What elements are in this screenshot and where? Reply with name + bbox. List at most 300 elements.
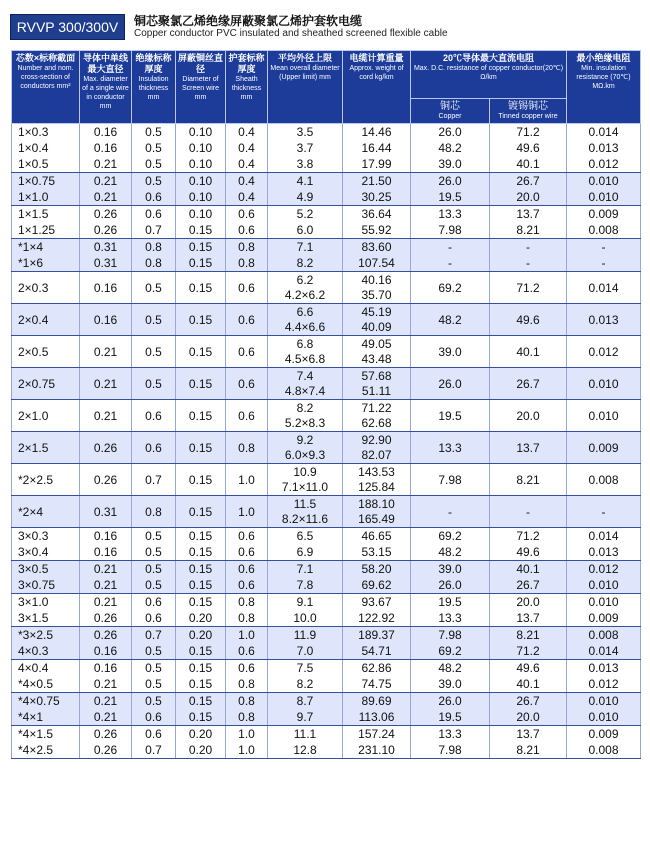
cell-wire-diameter: 0.26 xyxy=(80,627,132,644)
cell-overall-diameter: 8.7 xyxy=(268,693,343,710)
table-row xyxy=(12,464,641,496)
cell-copper-resistance: - xyxy=(411,239,490,256)
cell-insulation: 0.7 xyxy=(132,464,176,496)
cell-screen-wire: 0.15 xyxy=(176,255,226,272)
cell-cores: 4×0.4 xyxy=(12,660,80,677)
cell-weight: 21.50 xyxy=(343,173,411,190)
page-header xyxy=(0,0,650,52)
cell-tinned-resistance: 26.7 xyxy=(490,368,567,400)
cell-insulation: 0.6 xyxy=(132,206,176,223)
cell-cores: *4×1 xyxy=(12,709,80,726)
cell-copper-resistance: 7.98 xyxy=(411,222,490,239)
cell-weight: 54.71 xyxy=(343,643,411,660)
cell-cores: 1×0.75 xyxy=(12,173,80,190)
cell-overall-diameter: 10.0 xyxy=(268,610,343,627)
cell-insulation-resistance: 0.008 xyxy=(567,742,641,759)
cell-wire-diameter: 0.16 xyxy=(80,304,132,336)
cell-copper-resistance: 48.2 xyxy=(411,304,490,336)
cell-wire-diameter: 0.26 xyxy=(80,464,132,496)
cell-wire-diameter: 0.21 xyxy=(80,594,132,611)
col-header-cores: 芯数×标称截面 Number and nom. cross-section of conductors mm² xyxy=(12,51,80,124)
cell-cores: 1×0.5 xyxy=(12,156,80,173)
cell-screen-wire: 0.15 xyxy=(176,643,226,660)
cell-screen-wire: 0.15 xyxy=(176,304,226,336)
cell-sheath: 1.0 xyxy=(226,464,268,496)
cell-insulation: 0.5 xyxy=(132,368,176,400)
cell-insulation-resistance: 0.010 xyxy=(567,368,641,400)
cell-screen-wire: 0.15 xyxy=(176,594,226,611)
cell-copper-resistance: 39.0 xyxy=(411,156,490,173)
cell-sheath: 0.6 xyxy=(226,400,268,432)
cell-tinned-resistance: - xyxy=(490,239,567,256)
cell-copper-resistance: 48.2 xyxy=(411,140,490,156)
cell-cores: 3×0.75 xyxy=(12,577,80,594)
table-row xyxy=(12,709,641,726)
cell-cores: *3×2.5 xyxy=(12,627,80,644)
cell-insulation: 0.8 xyxy=(132,255,176,272)
cable-spec-table xyxy=(11,50,641,759)
cell-overall-diameter: 4.1 xyxy=(268,173,343,190)
cell-weight: 57.68 51.11 xyxy=(343,368,411,400)
cell-cores: 2×1.5 xyxy=(12,432,80,464)
cell-insulation: 0.6 xyxy=(132,594,176,611)
cell-tinned-resistance: 8.21 xyxy=(490,222,567,239)
cell-tinned-resistance: 40.1 xyxy=(490,336,567,368)
cell-copper-resistance: 69.2 xyxy=(411,272,490,304)
cell-screen-wire: 0.10 xyxy=(176,156,226,173)
cell-weight: 107.54 xyxy=(343,255,411,272)
cell-cores: 2×0.3 xyxy=(12,272,80,304)
cell-sheath: 0.4 xyxy=(226,124,268,141)
col-header-screen-wire: 屏蔽铜丝直径 Diameter of Screen wire mm xyxy=(176,51,226,124)
cell-sheath: 0.6 xyxy=(226,336,268,368)
cell-screen-wire: 0.10 xyxy=(176,173,226,190)
cell-copper-resistance: 39.0 xyxy=(411,561,490,578)
cell-insulation-resistance: 0.013 xyxy=(567,544,641,561)
cell-wire-diameter: 0.26 xyxy=(80,610,132,627)
table-row xyxy=(12,610,641,627)
cell-overall-diameter: 6.9 xyxy=(268,544,343,561)
cell-insulation-resistance: 0.010 xyxy=(567,709,641,726)
table-row xyxy=(12,304,641,336)
cell-weight: 92.90 82.07 xyxy=(343,432,411,464)
cell-overall-diameter: 5.2 xyxy=(268,206,343,223)
cell-screen-wire: 0.15 xyxy=(176,544,226,561)
cell-sheath: 0.8 xyxy=(226,676,268,693)
cell-cores: *4×0.75 xyxy=(12,693,80,710)
cell-wire-diameter: 0.16 xyxy=(80,544,132,561)
table-row xyxy=(12,239,641,256)
cell-copper-resistance: 26.0 xyxy=(411,693,490,710)
cell-copper-resistance: 13.3 xyxy=(411,432,490,464)
cell-copper-resistance: 48.2 xyxy=(411,544,490,561)
cell-copper-resistance: 19.5 xyxy=(411,189,490,206)
cell-overall-diameter: 11.1 xyxy=(268,726,343,743)
title-english: Copper conductor PVC insulated and sheathed screened flexible cable xyxy=(134,28,448,39)
cell-insulation-resistance: 0.014 xyxy=(567,124,641,141)
cell-overall-diameter: 7.5 xyxy=(268,660,343,677)
cell-insulation: 0.5 xyxy=(132,336,176,368)
cell-screen-wire: 0.20 xyxy=(176,610,226,627)
cell-copper-resistance: 39.0 xyxy=(411,676,490,693)
cell-weight: 83.60 xyxy=(343,239,411,256)
cell-wire-diameter: 0.21 xyxy=(80,336,132,368)
cell-weight: 69.62 xyxy=(343,577,411,594)
cell-wire-diameter: 0.16 xyxy=(80,643,132,660)
cell-screen-wire: 0.10 xyxy=(176,206,226,223)
cell-copper-resistance: 7.98 xyxy=(411,627,490,644)
col-header-sheath: 护套标称厚度 Sheath thickness mm xyxy=(226,51,268,124)
cell-tinned-resistance: 40.1 xyxy=(490,676,567,693)
cell-cores: 3×1.5 xyxy=(12,610,80,627)
cell-copper-resistance: 69.2 xyxy=(411,643,490,660)
cell-overall-diameter: 7.8 xyxy=(268,577,343,594)
cell-insulation: 0.5 xyxy=(132,660,176,677)
cell-sheath: 0.6 xyxy=(226,561,268,578)
cell-overall-diameter: 3.8 xyxy=(268,156,343,173)
cell-insulation: 0.5 xyxy=(132,693,176,710)
cell-wire-diameter: 0.26 xyxy=(80,432,132,464)
cell-insulation: 0.5 xyxy=(132,272,176,304)
table-row xyxy=(12,693,641,710)
cell-tinned-resistance: - xyxy=(490,496,567,528)
cell-insulation: 0.5 xyxy=(132,577,176,594)
cell-sheath: 0.4 xyxy=(226,189,268,206)
cell-insulation-resistance: 0.012 xyxy=(567,156,641,173)
cell-copper-resistance: 26.0 xyxy=(411,368,490,400)
table-row xyxy=(12,124,641,141)
cell-cores: 3×0.5 xyxy=(12,561,80,578)
cell-insulation-resistance: - xyxy=(567,496,641,528)
cell-screen-wire: 0.15 xyxy=(176,577,226,594)
cell-tinned-resistance: 40.1 xyxy=(490,156,567,173)
cell-sheath: 0.8 xyxy=(226,610,268,627)
table-row xyxy=(12,643,641,660)
cell-weight: 122.92 xyxy=(343,610,411,627)
cell-overall-diameter: 11.9 xyxy=(268,627,343,644)
col-header-overall-diameter: 平均外径上限 Mean overall diameter (Upper limit) mm xyxy=(268,51,343,124)
col-header-insulation: 绝缘标称厚度 Insulation thickness mm xyxy=(132,51,176,124)
cell-screen-wire: 0.10 xyxy=(176,124,226,141)
cell-overall-diameter: 10.9 7.1×11.0 xyxy=(268,464,343,496)
cell-screen-wire: 0.15 xyxy=(176,432,226,464)
cell-screen-wire: 0.20 xyxy=(176,726,226,743)
cell-tinned-resistance: 20.0 xyxy=(490,709,567,726)
cell-cores: *4×2.5 xyxy=(12,742,80,759)
cell-weight: 53.15 xyxy=(343,544,411,561)
cell-overall-diameter: 6.8 4.5×6.8 xyxy=(268,336,343,368)
cell-sheath: 0.6 xyxy=(226,577,268,594)
cell-tinned-resistance: 13.7 xyxy=(490,726,567,743)
table-row xyxy=(12,272,641,304)
cell-tinned-resistance: 49.6 xyxy=(490,660,567,677)
cell-tinned-resistance: 49.6 xyxy=(490,304,567,336)
cell-insulation: 0.8 xyxy=(132,496,176,528)
cell-tinned-resistance: 49.6 xyxy=(490,544,567,561)
cell-wire-diameter: 0.31 xyxy=(80,255,132,272)
cell-screen-wire: 0.15 xyxy=(176,496,226,528)
cell-tinned-resistance: 8.21 xyxy=(490,742,567,759)
cell-copper-resistance: - xyxy=(411,255,490,272)
cell-tinned-resistance: 71.2 xyxy=(490,272,567,304)
cell-tinned-resistance: 40.1 xyxy=(490,561,567,578)
table-row xyxy=(12,368,641,400)
cell-cores: 2×0.5 xyxy=(12,336,80,368)
cell-screen-wire: 0.15 xyxy=(176,693,226,710)
cell-insulation-resistance: 0.010 xyxy=(567,189,641,206)
cell-cores: 4×0.3 xyxy=(12,643,80,660)
cell-insulation-resistance: - xyxy=(567,239,641,256)
cell-cores: *4×0.5 xyxy=(12,676,80,693)
table-row xyxy=(12,173,641,190)
cell-sheath: 0.6 xyxy=(226,206,268,223)
table-row xyxy=(12,206,641,223)
cell-sheath: 1.0 xyxy=(226,742,268,759)
cell-sheath: 0.4 xyxy=(226,173,268,190)
cell-wire-diameter: 0.16 xyxy=(80,272,132,304)
cell-cores: 1×1.5 xyxy=(12,206,80,223)
cell-screen-wire: 0.15 xyxy=(176,676,226,693)
col-header-wire-diameter: 导体中单线最大直径 Max. diameter of a single wire in conductor mm xyxy=(80,51,132,124)
subcol-copper: 铜芯 Copper xyxy=(411,99,490,124)
cell-tinned-resistance: 49.6 xyxy=(490,140,567,156)
cell-insulation-resistance: 0.010 xyxy=(567,594,641,611)
cell-wire-diameter: 0.21 xyxy=(80,173,132,190)
cell-insulation: 0.5 xyxy=(132,544,176,561)
cell-insulation-resistance: 0.008 xyxy=(567,464,641,496)
cell-weight: 189.37 xyxy=(343,627,411,644)
cell-overall-diameter: 3.5 xyxy=(268,124,343,141)
table-row xyxy=(12,676,641,693)
cell-screen-wire: 0.20 xyxy=(176,742,226,759)
cell-sheath: 1.0 xyxy=(226,496,268,528)
cell-insulation: 0.8 xyxy=(132,239,176,256)
cell-insulation: 0.6 xyxy=(132,726,176,743)
cell-copper-resistance: 39.0 xyxy=(411,336,490,368)
cell-insulation-resistance: 0.010 xyxy=(567,173,641,190)
cell-insulation-resistance: 0.012 xyxy=(567,676,641,693)
cell-sheath: 1.0 xyxy=(226,627,268,644)
cell-weight: 49.05 43.48 xyxy=(343,336,411,368)
cell-insulation-resistance: 0.010 xyxy=(567,577,641,594)
cell-wire-diameter: 0.21 xyxy=(80,189,132,206)
cell-weight: 14.46 xyxy=(343,124,411,141)
cell-weight: 17.99 xyxy=(343,156,411,173)
cell-tinned-resistance: 13.7 xyxy=(490,610,567,627)
cell-sheath: 0.4 xyxy=(226,156,268,173)
col-header-resistance: 20℃导体最大直流电阻 Max. D.C. resistance of copper conductor(20℃) Ω/km xyxy=(411,51,567,99)
cell-screen-wire: 0.15 xyxy=(176,561,226,578)
cell-weight: 74.75 xyxy=(343,676,411,693)
cell-insulation: 0.6 xyxy=(132,610,176,627)
cell-overall-diameter: 6.0 xyxy=(268,222,343,239)
cell-weight: 30.25 xyxy=(343,189,411,206)
cell-screen-wire: 0.15 xyxy=(176,368,226,400)
cell-cores: *1×6 xyxy=(12,255,80,272)
cell-screen-wire: 0.15 xyxy=(176,464,226,496)
cell-insulation-resistance: 0.008 xyxy=(567,222,641,239)
cell-tinned-resistance: 26.7 xyxy=(490,173,567,190)
cell-wire-diameter: 0.26 xyxy=(80,742,132,759)
table-row xyxy=(12,140,641,156)
cell-insulation: 0.5 xyxy=(132,173,176,190)
cell-insulation-resistance: 0.009 xyxy=(567,206,641,223)
cell-overall-diameter: 7.1 xyxy=(268,239,343,256)
table-row xyxy=(12,577,641,594)
cell-overall-diameter: 12.8 xyxy=(268,742,343,759)
cell-overall-diameter: 3.7 xyxy=(268,140,343,156)
cell-insulation-resistance: 0.013 xyxy=(567,140,641,156)
cell-wire-diameter: 0.21 xyxy=(80,577,132,594)
cell-wire-diameter: 0.21 xyxy=(80,561,132,578)
cell-wire-diameter: 0.16 xyxy=(80,140,132,156)
cell-copper-resistance: 69.2 xyxy=(411,528,490,545)
table-row xyxy=(12,742,641,759)
cell-copper-resistance: 13.3 xyxy=(411,610,490,627)
cell-insulation-resistance: 0.014 xyxy=(567,528,641,545)
cell-overall-diameter: 8.2 xyxy=(268,676,343,693)
cell-insulation: 0.5 xyxy=(132,528,176,545)
table-row xyxy=(12,544,641,561)
table-row xyxy=(12,156,641,173)
cell-insulation: 0.5 xyxy=(132,561,176,578)
table-row xyxy=(12,336,641,368)
cell-insulation-resistance: 0.014 xyxy=(567,272,641,304)
cell-overall-diameter: 7.1 xyxy=(268,561,343,578)
cell-sheath: 0.6 xyxy=(226,272,268,304)
cell-insulation: 0.5 xyxy=(132,643,176,660)
cell-wire-diameter: 0.16 xyxy=(80,124,132,141)
cell-weight: 157.24 xyxy=(343,726,411,743)
cell-screen-wire: 0.15 xyxy=(176,222,226,239)
table-row xyxy=(12,627,641,644)
cell-tinned-resistance: 8.21 xyxy=(490,627,567,644)
cell-weight: 55.92 xyxy=(343,222,411,239)
table-row xyxy=(12,726,641,743)
cell-sheath: 0.8 xyxy=(226,709,268,726)
cell-sheath: 0.4 xyxy=(226,140,268,156)
cell-insulation: 0.6 xyxy=(132,709,176,726)
table-row xyxy=(12,594,641,611)
cell-overall-diameter: 4.9 xyxy=(268,189,343,206)
table-row xyxy=(12,222,641,239)
cell-insulation-resistance: 0.009 xyxy=(567,432,641,464)
cell-cores: 2×0.75 xyxy=(12,368,80,400)
cell-insulation-resistance: 0.008 xyxy=(567,627,641,644)
cell-sheath: 0.6 xyxy=(226,544,268,561)
cell-screen-wire: 0.15 xyxy=(176,336,226,368)
cell-insulation-resistance: 0.010 xyxy=(567,400,641,432)
col-header-insulation-resistance: 最小绝缘电阻 Min. insulation resistance (70℃) MΩ.km xyxy=(567,51,641,124)
cell-copper-resistance: 7.98 xyxy=(411,464,490,496)
cell-insulation-resistance: 0.014 xyxy=(567,643,641,660)
cell-weight: 113.06 xyxy=(343,709,411,726)
cell-weight: 16.44 xyxy=(343,140,411,156)
cell-wire-diameter: 0.16 xyxy=(80,660,132,677)
cell-insulation: 0.7 xyxy=(132,222,176,239)
cell-screen-wire: 0.10 xyxy=(176,189,226,206)
model-badge: RVVP 300/300V xyxy=(10,14,125,40)
cell-insulation: 0.6 xyxy=(132,432,176,464)
cell-tinned-resistance: 13.7 xyxy=(490,432,567,464)
cell-copper-resistance: 48.2 xyxy=(411,660,490,677)
cell-weight: 188.10 165.49 xyxy=(343,496,411,528)
table-row xyxy=(12,561,641,578)
cell-overall-diameter: 9.1 xyxy=(268,594,343,611)
cell-wire-diameter: 0.21 xyxy=(80,400,132,432)
cell-insulation-resistance: 0.010 xyxy=(567,693,641,710)
subcol-tinned: 镀锡铜芯 Tinned copper wire xyxy=(490,99,567,124)
cell-sheath: 0.8 xyxy=(226,693,268,710)
cell-copper-resistance: 7.98 xyxy=(411,742,490,759)
cell-sheath: 0.6 xyxy=(226,304,268,336)
cell-weight: 46.65 xyxy=(343,528,411,545)
cell-overall-diameter: 11.5 8.2×11.6 xyxy=(268,496,343,528)
cell-wire-diameter: 0.21 xyxy=(80,156,132,173)
table-row xyxy=(12,496,641,528)
cell-insulation: 0.6 xyxy=(132,400,176,432)
cell-sheath: 0.8 xyxy=(226,239,268,256)
cell-wire-diameter: 0.21 xyxy=(80,709,132,726)
cell-insulation: 0.7 xyxy=(132,627,176,644)
cell-cores: 2×1.0 xyxy=(12,400,80,432)
cell-overall-diameter: 7.4 4.8×7.4 xyxy=(268,368,343,400)
cell-weight: 143.53 125.84 xyxy=(343,464,411,496)
cell-weight: 45.19 40.09 xyxy=(343,304,411,336)
cell-wire-diameter: 0.21 xyxy=(80,676,132,693)
cell-copper-resistance: 13.3 xyxy=(411,206,490,223)
cell-weight: 231.10 xyxy=(343,742,411,759)
cell-sheath: 1.0 xyxy=(226,726,268,743)
cell-insulation-resistance: 0.013 xyxy=(567,304,641,336)
cell-copper-resistance: - xyxy=(411,496,490,528)
table-row xyxy=(12,432,641,464)
cell-insulation: 0.7 xyxy=(132,742,176,759)
cell-copper-resistance: 26.0 xyxy=(411,173,490,190)
cell-cores: 1×1.0 xyxy=(12,189,80,206)
cell-overall-diameter: 7.0 xyxy=(268,643,343,660)
table-row xyxy=(12,660,641,677)
cell-cores: *1×4 xyxy=(12,239,80,256)
cell-screen-wire: 0.20 xyxy=(176,627,226,644)
cell-cores: 3×0.4 xyxy=(12,544,80,561)
cell-overall-diameter: 9.2 6.0×9.3 xyxy=(268,432,343,464)
cell-cores: 2×0.4 xyxy=(12,304,80,336)
cell-tinned-resistance: 13.7 xyxy=(490,206,567,223)
cell-insulation-resistance: 0.012 xyxy=(567,561,641,578)
cell-screen-wire: 0.15 xyxy=(176,400,226,432)
cell-overall-diameter: 6.2 4.2×6.2 xyxy=(268,272,343,304)
cell-screen-wire: 0.15 xyxy=(176,272,226,304)
cell-tinned-resistance: 71.2 xyxy=(490,124,567,141)
cell-overall-diameter: 6.5 xyxy=(268,528,343,545)
cell-sheath: 0.8 xyxy=(226,594,268,611)
table-row xyxy=(12,189,641,206)
cell-weight: 36.64 xyxy=(343,206,411,223)
cell-overall-diameter: 9.7 xyxy=(268,709,343,726)
cell-insulation-resistance: - xyxy=(567,255,641,272)
cell-copper-resistance: 13.3 xyxy=(411,726,490,743)
cell-cores: 1×1.25 xyxy=(12,222,80,239)
cell-insulation: 0.5 xyxy=(132,676,176,693)
cell-wire-diameter: 0.21 xyxy=(80,368,132,400)
cell-tinned-resistance: 20.0 xyxy=(490,400,567,432)
cell-copper-resistance: 26.0 xyxy=(411,124,490,141)
cell-insulation: 0.6 xyxy=(132,189,176,206)
cell-copper-resistance: 19.5 xyxy=(411,594,490,611)
cell-overall-diameter: 8.2 5.2×8.3 xyxy=(268,400,343,432)
table-row xyxy=(12,400,641,432)
